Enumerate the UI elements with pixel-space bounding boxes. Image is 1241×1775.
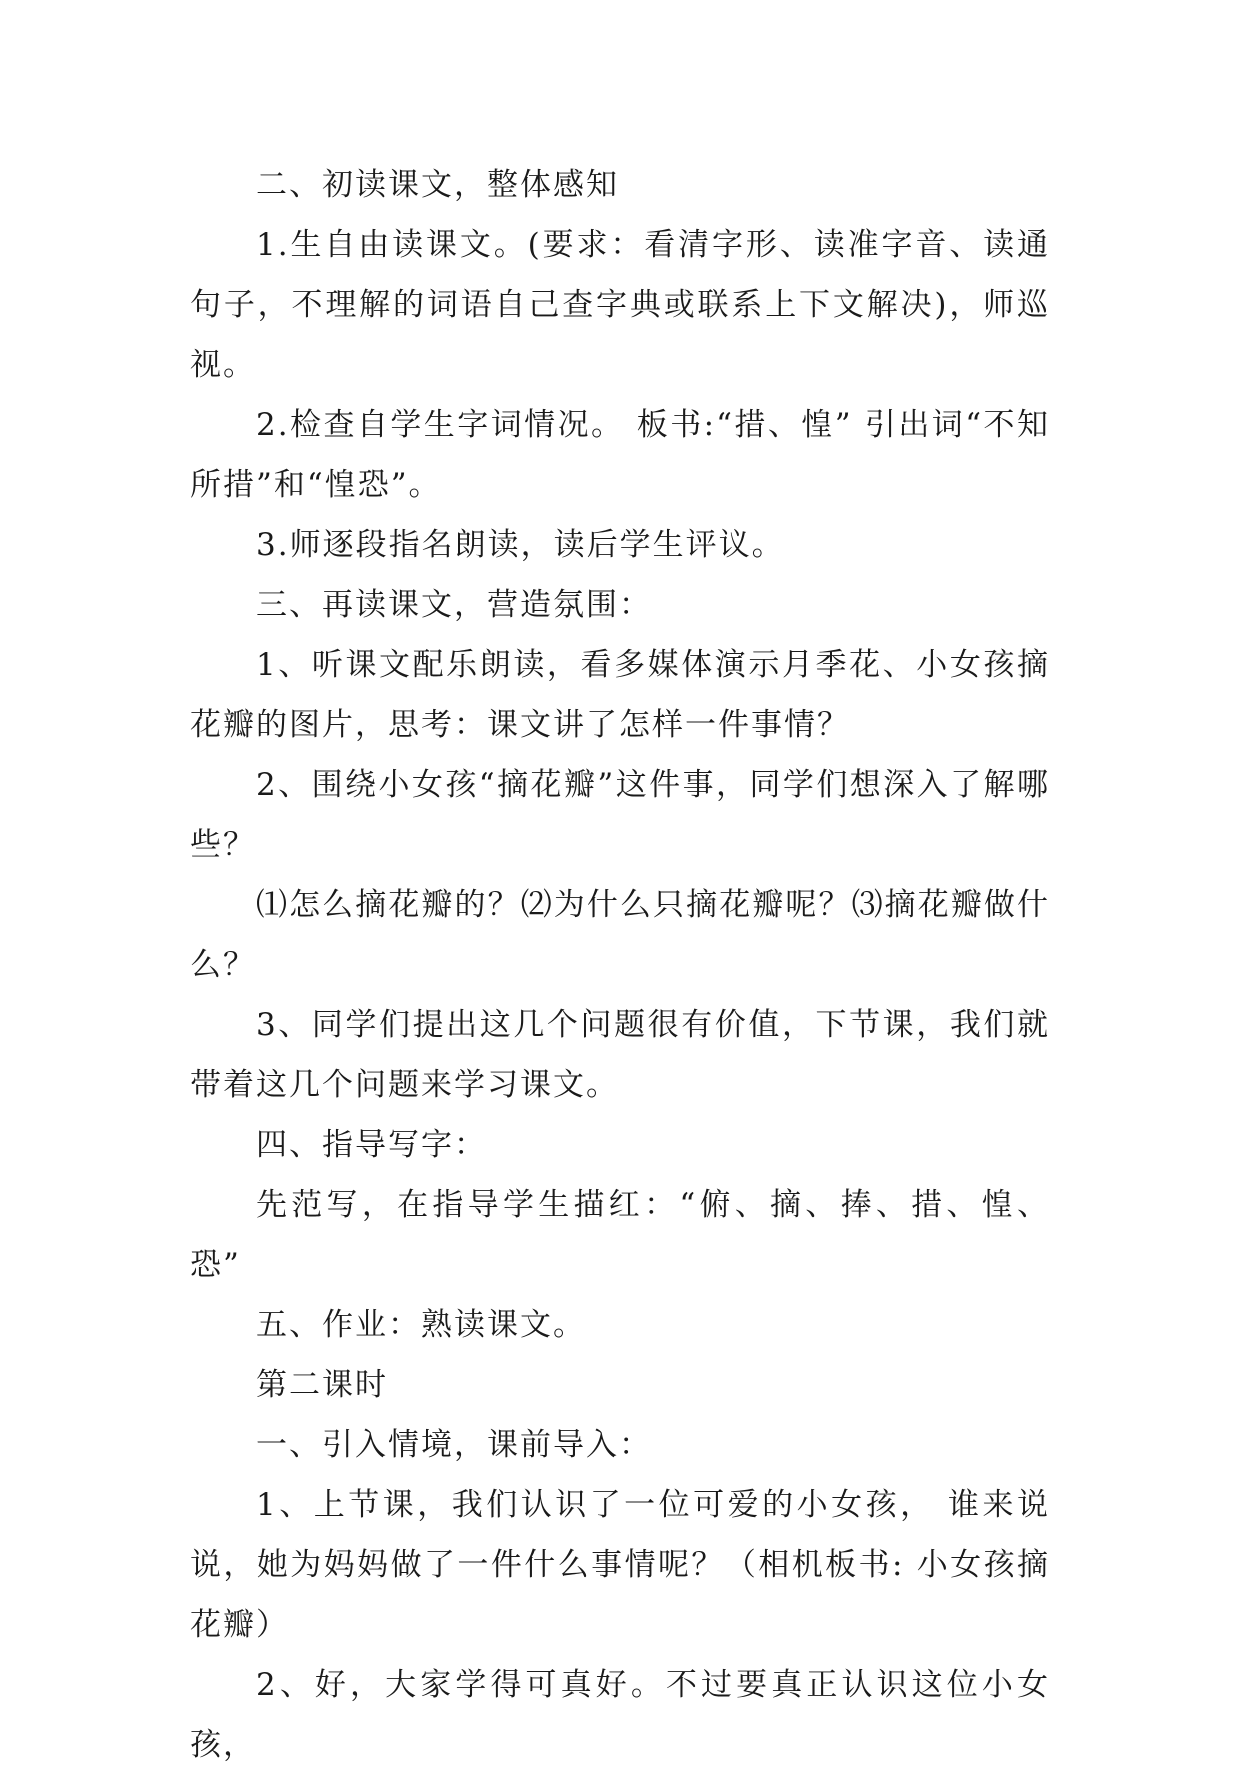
document-page (190, 155, 1050, 1775)
heading-reread: 三、再读课文，营造氛围： (256, 587, 652, 623)
paragraph-question-list: ⑴怎么摘花瓣的？⑵为什么只摘花瓣呢？⑶摘花瓣做什么？ (190, 887, 1050, 983)
heading-second-lesson: 第二课时 (256, 1367, 388, 1403)
heading-homework: 五、作业：熟读课文。 (256, 1307, 586, 1343)
heading-introduction: 一、引入情境，课前导入： (256, 1427, 652, 1463)
paragraph-check-words: 2.检查自学生字词情况。 板书:“措、惶” 引出词“不知所措”和“惶恐”。 (190, 407, 1050, 503)
paragraph-free-reading: 1.生自由读课文。(要求：看清字形、读准字音、读通句子，不理解的词语自己查字典或联系上下文解决)，师巡视。 (190, 227, 1050, 383)
paragraph-reading-by-section: 3.师逐段指名朗读，读后学生评议。 (256, 527, 785, 563)
heading-first-reading: 二、初读课文，整体感知 (256, 167, 619, 203)
paragraph-praise: 2、好，大家学得可真好。不过要真正认识这位小女孩， (190, 1667, 1050, 1763)
paragraph-questions-value: 3、同学们提出这几个问题很有价值，下节课，我们就带着这几个问题来学习课文。 (190, 1007, 1050, 1103)
heading-writing-guidance: 四、指导写字： (256, 1127, 487, 1163)
paragraph-last-lesson: 1、上节课，我们认识了一位可爱的小女孩， 谁来说说，她为妈妈做了一件什么事情呢？（相机板书: 小女孩摘花瓣） (190, 1487, 1050, 1643)
paragraph-model-writing: 先范写，在指导学生描红：“俯、摘、捧、措、惶、恐” (190, 1187, 1050, 1283)
paragraph-listen-music: 1、听课文配乐朗读，看多媒体演示月季花、小女孩摘花瓣的图片，思考：课文讲了怎样一件事情？ (190, 647, 1050, 743)
paragraph-questions-intro: 2、围绕小女孩“摘花瓣”这件事，同学们想深入了解哪些？ (190, 767, 1050, 863)
